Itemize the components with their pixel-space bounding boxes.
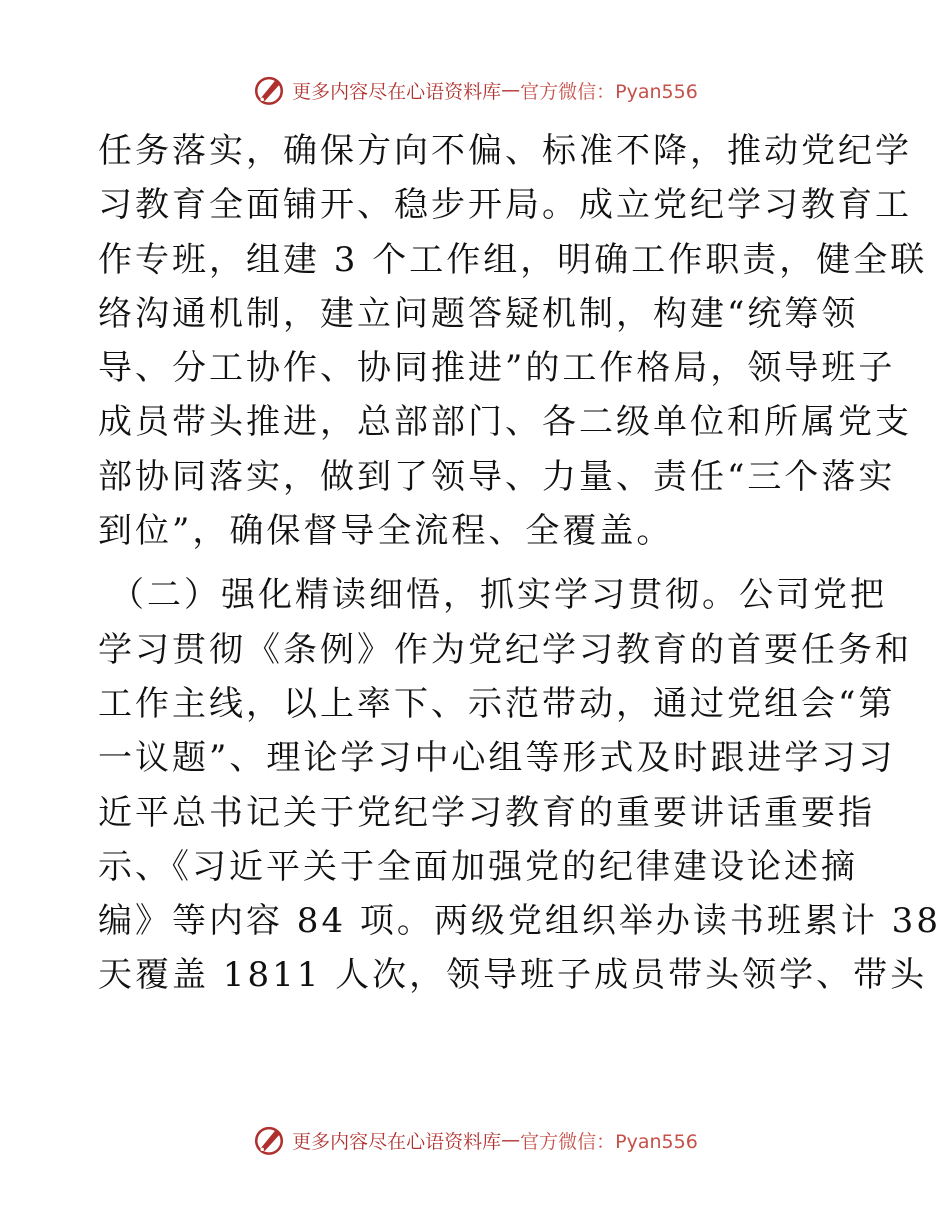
text-line: 到位”，确保督导全流程、全覆盖。 (98, 511, 674, 552)
watermark-main-text: 更多内容尽在心语资料库 (292, 80, 502, 103)
text-line: 近平总书记关于党纪学习教育的重要讲话重要指 (98, 792, 875, 833)
text-line: 工作主线，以上率下、示范带动，通过党组会“第 (98, 683, 896, 724)
text-line: 部协同落实，做到了领导、力量、责任“三个落实 (98, 456, 896, 497)
paragraph-1 (98, 124, 928, 558)
text-line: 络沟通机制，建立问题答疑机制，构建“统筹领 (98, 293, 859, 334)
text-line: 导、分工协作、协同推进”的工作格局，领导班子 (98, 348, 896, 389)
text-line: 学习贯彻《条例》作为党纪学习教育的首要任务和 (98, 629, 912, 670)
footer-watermark (0, 1120, 950, 1160)
watermark-wechat-label: 官方微信：Pyan556 (520, 1130, 698, 1153)
text-line: 作专班，组建 3 个工作组，明确工作职责，健全联 (98, 239, 928, 280)
header-watermark (0, 70, 950, 110)
document-body (98, 124, 941, 1003)
section-heading-line: （二）强化精读细悟，抓实学习贯彻。公司党把 (110, 575, 887, 616)
text-line: 一议题”、理论学习中心组等形式及时跟进学习习 (98, 738, 896, 779)
text-line: 编》等内容 84 项。两级党组织举办读书班累计 38 (98, 901, 941, 942)
watermark-main-text: 更多内容尽在心语资料库 (292, 1130, 502, 1153)
text-line: 任务落实，确保方向不偏、标准不降，推动党纪学 (98, 131, 912, 171)
pen-nib-logo-icon (252, 73, 286, 107)
text-line: 示、《习近平关于全面加强党的纪律建设论述摘 (98, 846, 858, 887)
pen-nib-logo-icon (252, 1123, 286, 1157)
text-line: 成员带头推进，总部部门、各二级单位和所属党支 (98, 402, 912, 443)
watermark-separator: — (501, 1129, 521, 1151)
paragraph-2 (98, 568, 941, 1002)
watermark-separator: — (501, 79, 521, 101)
text-line: 天覆盖 1811 人次，领导班子成员带头领学、带头 (98, 955, 928, 996)
paragraph-gap (98, 558, 858, 568)
watermark-wechat-label: 官方微信：Pyan556 (520, 80, 698, 103)
text-line: 习教育全面铺开、稳步开局。成立党纪学习教育工 (98, 185, 912, 226)
